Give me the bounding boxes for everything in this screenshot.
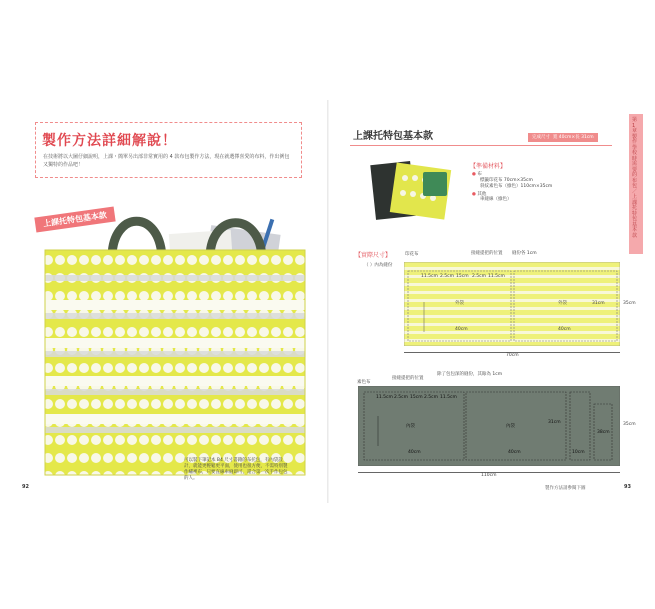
- title-rule: [350, 145, 612, 146]
- material-item: 斜紋素色布（綠色）110cm×35cm: [480, 183, 553, 189]
- size-value: 寬 40cm×長 31cm: [552, 135, 594, 140]
- material-group-2: ● 其他: [472, 191, 487, 197]
- dim-label: 2.5cm: [424, 395, 439, 400]
- footer-note: 製作方法請參閱下圖: [545, 486, 586, 491]
- width-label: 40cm: [408, 450, 421, 455]
- materials-heading: 【準備材料】: [470, 163, 507, 170]
- part-label: 內袋: [406, 424, 415, 429]
- strap-length-label: 38cm: [597, 430, 610, 435]
- fabric-label-2: 素色布: [357, 380, 371, 385]
- width-label: 40cm: [508, 450, 521, 455]
- total-height-label: 35cm: [623, 422, 636, 427]
- total-width-label: 70cm: [506, 353, 519, 358]
- note-top2-1: 縫份各 1cm: [512, 251, 537, 256]
- dim-label: 11.5cm: [421, 274, 438, 279]
- material-item: 標籤印花布 70cm×35cm: [480, 177, 533, 183]
- right-title: 上課托特包基本款: [353, 131, 433, 142]
- tote-bag-photo: [30, 200, 315, 485]
- page-number-left: 92: [22, 484, 29, 490]
- dim-label: 11.5cm: [376, 395, 393, 400]
- strap-width-label: 10cm: [572, 450, 585, 455]
- thread-spool: [423, 172, 447, 196]
- size-badge: [528, 133, 598, 142]
- material-item: 車縫線（綠色）: [480, 197, 512, 203]
- bag-body: [45, 250, 305, 475]
- part-label: 內袋: [506, 424, 515, 429]
- page-number-right: 93: [624, 484, 631, 490]
- dim-label: 2.5cm: [472, 274, 487, 279]
- dim-label: 15cm: [410, 395, 423, 400]
- material-group-label: 其他: [477, 191, 487, 197]
- dim-label: 2.5cm: [394, 395, 409, 400]
- note-top-2: 接縫提把的位置: [392, 376, 424, 381]
- dim-label: 11.5cm: [488, 274, 505, 279]
- note-top2-2: 除了包包深的縫份，其餘為 1cm: [437, 372, 503, 377]
- sidebar-text: 第1章 製作學校時需要的布包／上課托特包基本款: [632, 117, 638, 239]
- material-group-label: 布: [477, 172, 482, 177]
- side-note: （ ）內為縫份: [364, 263, 393, 268]
- width-label: 40cm: [558, 327, 571, 332]
- height-label: 31cm: [548, 420, 561, 425]
- material-group-1: ● 布: [472, 172, 482, 177]
- tote-tag: 上課托特包基本款: [34, 207, 115, 233]
- dim-label: 15cm: [456, 274, 469, 279]
- fabric-label-1: 印花布: [405, 252, 419, 257]
- page-title: 製作方法詳細解說！: [42, 133, 177, 149]
- size-label: 完成尺寸: [532, 135, 550, 140]
- actual-size-heading: 【實際尺寸】: [355, 252, 392, 259]
- total-height-label: 35cm: [623, 301, 636, 306]
- total-width-label: 110cm: [481, 473, 497, 478]
- bag-caption: 可以裝下筆記本 B4 尺寸書籍的布托包，有內袋設計，就能更輕鬆更平面，使用也很方便，不需特別製作繡裡布，只要直線車縫即可，還合第一次手作包包的人。: [184, 458, 288, 481]
- title-box: [35, 122, 302, 178]
- book-gutter: [327, 100, 329, 503]
- width-label: 40cm: [455, 327, 468, 332]
- materials-photo: [365, 158, 455, 226]
- note-top-1: 接縫提把的位置: [471, 251, 503, 256]
- dim-label: 11.5cm: [440, 395, 457, 400]
- dim-label: 2.5cm: [440, 274, 455, 279]
- height-label: 31cm: [592, 301, 605, 306]
- chapter-sidebar: [629, 114, 643, 254]
- part-label: 外袋: [455, 301, 464, 306]
- part-label: 外袋: [558, 301, 567, 306]
- intro-text: 在技術將以大圖仔細說明，上課・簡單另出部非常實用的 4 款布包製作方法，現在就選擇喜愛的布料，作出例包又獨特的作品吧！: [43, 154, 290, 168]
- materials-list: [472, 172, 552, 203]
